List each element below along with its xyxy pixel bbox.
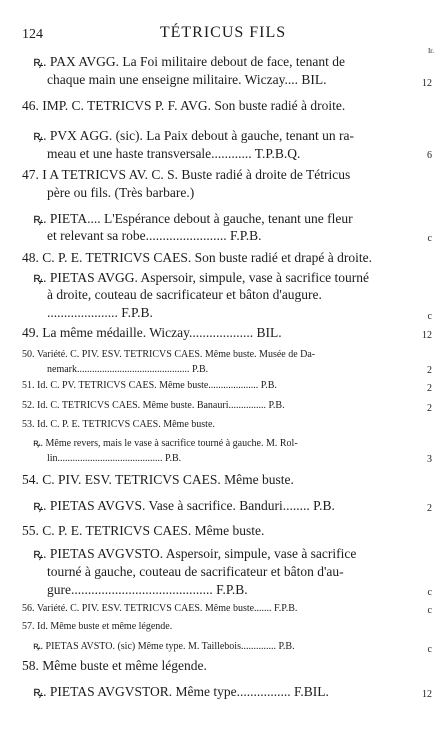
entry-line: et relevant sa robe........................ F.P.B. bbox=[47, 228, 262, 243]
entry-line: 49. La même médaille. Wiczay................... BIL. bbox=[22, 325, 282, 340]
rarity-value: c bbox=[427, 605, 432, 616]
rarity-value: c bbox=[427, 644, 432, 655]
rarity-value: 2 bbox=[427, 365, 432, 376]
page-title: TÉTRICUS FILS bbox=[159, 24, 287, 41]
entry-line: meau et une haste transversale............ T.P.B.Q. bbox=[47, 146, 301, 161]
entry-line: ꝶ. Même revers, mais le vase à sacrifice tourné à gauche. M. Rol- bbox=[33, 438, 298, 449]
entry-line: père ou fils. (Très barbare.) bbox=[47, 185, 195, 200]
entry-line: ꝶ. PIETAS AVGVSTO. Aspersoir, simpule, vase à sacrifice bbox=[33, 546, 357, 561]
entry-line: ꝶ. PAX AVGG. La Foi militaire debout de face, tenant de bbox=[33, 54, 345, 69]
entry-line: ꝶ. PIETA.... L'Espérance debout à gauche, tenant une fleur bbox=[33, 211, 353, 226]
entry-line: 54. C. PIV. ESV. TETRICVS CAES. Même buste. bbox=[22, 472, 294, 487]
rarity-value: 3 bbox=[427, 454, 432, 465]
entry-line: 52. Id. C. TETRICVS CAES. Même buste. Banauri............... P.B. bbox=[22, 400, 285, 411]
entry-line: lin.......................................... P.B. bbox=[47, 453, 182, 464]
entry-line: 50. Variété. C. PIV. ESV. TETRICVS CAES. Même buste. Musée de Da- bbox=[22, 349, 316, 360]
entry-line: ꝶ. PVX AGG. (sic). La Paix debout à gauche, tenant un ra- bbox=[33, 128, 354, 143]
entry-line: ꝶ. PIETAS AVGVSTOR. Même type................ F.BIL. bbox=[33, 684, 329, 699]
rarity-value: 2 bbox=[427, 403, 432, 414]
rarity-value: 6 bbox=[427, 150, 432, 161]
entry-line: 46. IMP. C. TETRICVS P. F. AVG. Son buste radié à droite. bbox=[22, 98, 346, 113]
entry-line: 48. C. P. E. TETRICVS CAES. Son buste radié et drapé à droite. bbox=[22, 250, 372, 265]
entry-line: 57. Id. Même buste et même légende. bbox=[22, 621, 173, 632]
entry-line: 55. C. P. E. TETRICVS CAES. Même buste. bbox=[22, 523, 265, 538]
entry-line: à droite, couteau de sacrificateur et bâton d'augure. bbox=[47, 287, 322, 302]
entry-line: gure.......................................... F.P.B. bbox=[47, 582, 248, 597]
corner-mark: Ir. bbox=[427, 47, 434, 55]
entry-line: 53. Id. C. P. E. TETRICVS CAES. Même buste. bbox=[22, 419, 215, 430]
entry-line: nemark............................................. P.B. bbox=[47, 364, 209, 375]
rarity-value: 12 bbox=[422, 330, 432, 341]
rarity-value: 12 bbox=[422, 78, 432, 89]
entry-line: ꝶ. PIETAS AVGG. Aspersoir, simpule, vase à sacrifice tourné bbox=[33, 270, 369, 285]
entry-line: ..................... F.P.B. bbox=[47, 305, 153, 320]
entry-line: 56. Variété. C. PIV. ESV. TETRICVS CAES. Même buste....... F.P.B. bbox=[22, 603, 298, 614]
rarity-value: 2 bbox=[427, 383, 432, 394]
entry-line: ꝶ. PIETAS AVSTO. (sic) Même type. M. Taillebois.............. P.B. bbox=[33, 641, 295, 652]
rarity-value: 2 bbox=[427, 503, 432, 514]
entry-line: tourné à gauche, couteau de sacrificateur et bâton d'au- bbox=[47, 564, 344, 579]
rarity-value: c bbox=[427, 311, 432, 322]
entry-line: ꝶ. PIETAS AVGVS. Vase à sacrifice. Banduri........ P.B. bbox=[33, 498, 335, 513]
entry-line: chaque main une enseigne militaire. Wiczay.... BIL. bbox=[47, 72, 327, 87]
entry-line: 47. I A TETRICVS AV. C. S. Buste radié à droite de Tétricus bbox=[22, 167, 351, 182]
rarity-value: 12 bbox=[422, 689, 432, 700]
rarity-value: c bbox=[427, 587, 432, 598]
entry-line: 58. Même buste et même légende. bbox=[22, 658, 207, 673]
page-number: 124 bbox=[22, 27, 43, 42]
entry-line: 51. Id. C. PV. TETRICVS CAES. Même buste.................... P.B. bbox=[22, 380, 277, 391]
rarity-value: c bbox=[427, 233, 432, 244]
